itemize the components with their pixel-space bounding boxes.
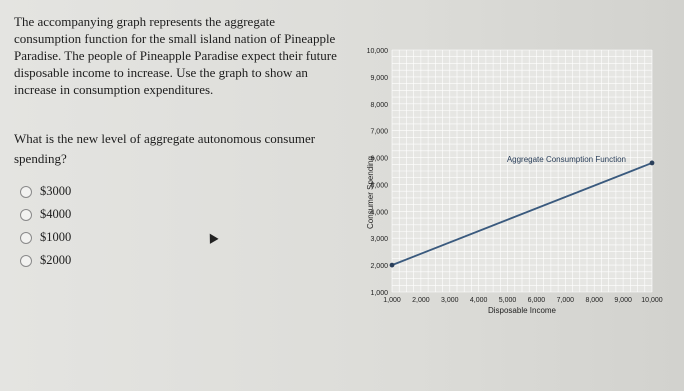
x-tick-label: 3,000 <box>441 297 459 304</box>
consumption-chart[interactable] <box>340 30 670 330</box>
answer-option-2000[interactable] <box>20 249 71 272</box>
answer-option-3000[interactable] <box>20 180 71 203</box>
y-tick-label: 4,000 <box>370 209 388 217</box>
radio-button[interactable] <box>20 255 32 267</box>
answer-label: $1000 <box>40 230 72 244</box>
y-tick-label: 8,000 <box>370 101 388 109</box>
mouse-cursor-icon <box>205 231 218 244</box>
answer-label: $3000 <box>40 184 72 198</box>
y-tick-label: 6,000 <box>370 155 388 163</box>
x-tick-label: 7,000 <box>556 297 575 304</box>
y-axis-label: Consumer Spending <box>366 156 375 229</box>
y-tick-label: 9,000 <box>370 74 388 82</box>
answer-option-4000[interactable] <box>20 203 71 226</box>
x-tick-label: 2,000 <box>412 297 430 304</box>
radio-button[interactable] <box>20 209 32 221</box>
series-label: Aggregate Consumption Function <box>506 154 626 164</box>
radio-button[interactable] <box>20 232 32 244</box>
radio-button[interactable] <box>20 186 32 198</box>
question-text: The accompanying graph represents the aggregate consumption function for the small island nation of Pineapple Paradise. The people of Pineapple Paradise expect their future disposable income to increase. Use the graph to show an increase in consumption expenditures. <box>14 14 337 97</box>
data-point <box>390 263 395 268</box>
y-tick-label: 5,000 <box>370 182 388 190</box>
x-axis-label: Disposable Income <box>487 306 557 315</box>
y-tick-label: 1,000 <box>370 290 388 297</box>
answer-options <box>20 180 71 272</box>
x-tick-label: 9,000 <box>614 297 632 304</box>
y-tick-label: 7,000 <box>370 128 388 136</box>
x-tick-label: 4,000 <box>469 297 488 304</box>
x-tick-label: 8,000 <box>585 297 603 304</box>
question-prompt: What is the new level of aggregate autonomous consumer spending? <box>14 131 316 166</box>
x-tick-label: 10,000 <box>641 297 663 304</box>
y-tick-label: 3,000 <box>370 236 388 244</box>
x-tick-label: 1,000 <box>383 297 401 304</box>
y-tick-label: 10,000 <box>366 48 388 55</box>
x-tick-label: 6,000 <box>527 297 546 304</box>
data-point <box>650 161 655 166</box>
answer-option-1000[interactable] <box>20 226 71 249</box>
y-tick-label: 2,000 <box>370 263 388 271</box>
x-tick-label: 5,000 <box>498 297 517 304</box>
answer-label: $2000 <box>40 253 72 267</box>
answer-label: $4000 <box>40 207 72 221</box>
